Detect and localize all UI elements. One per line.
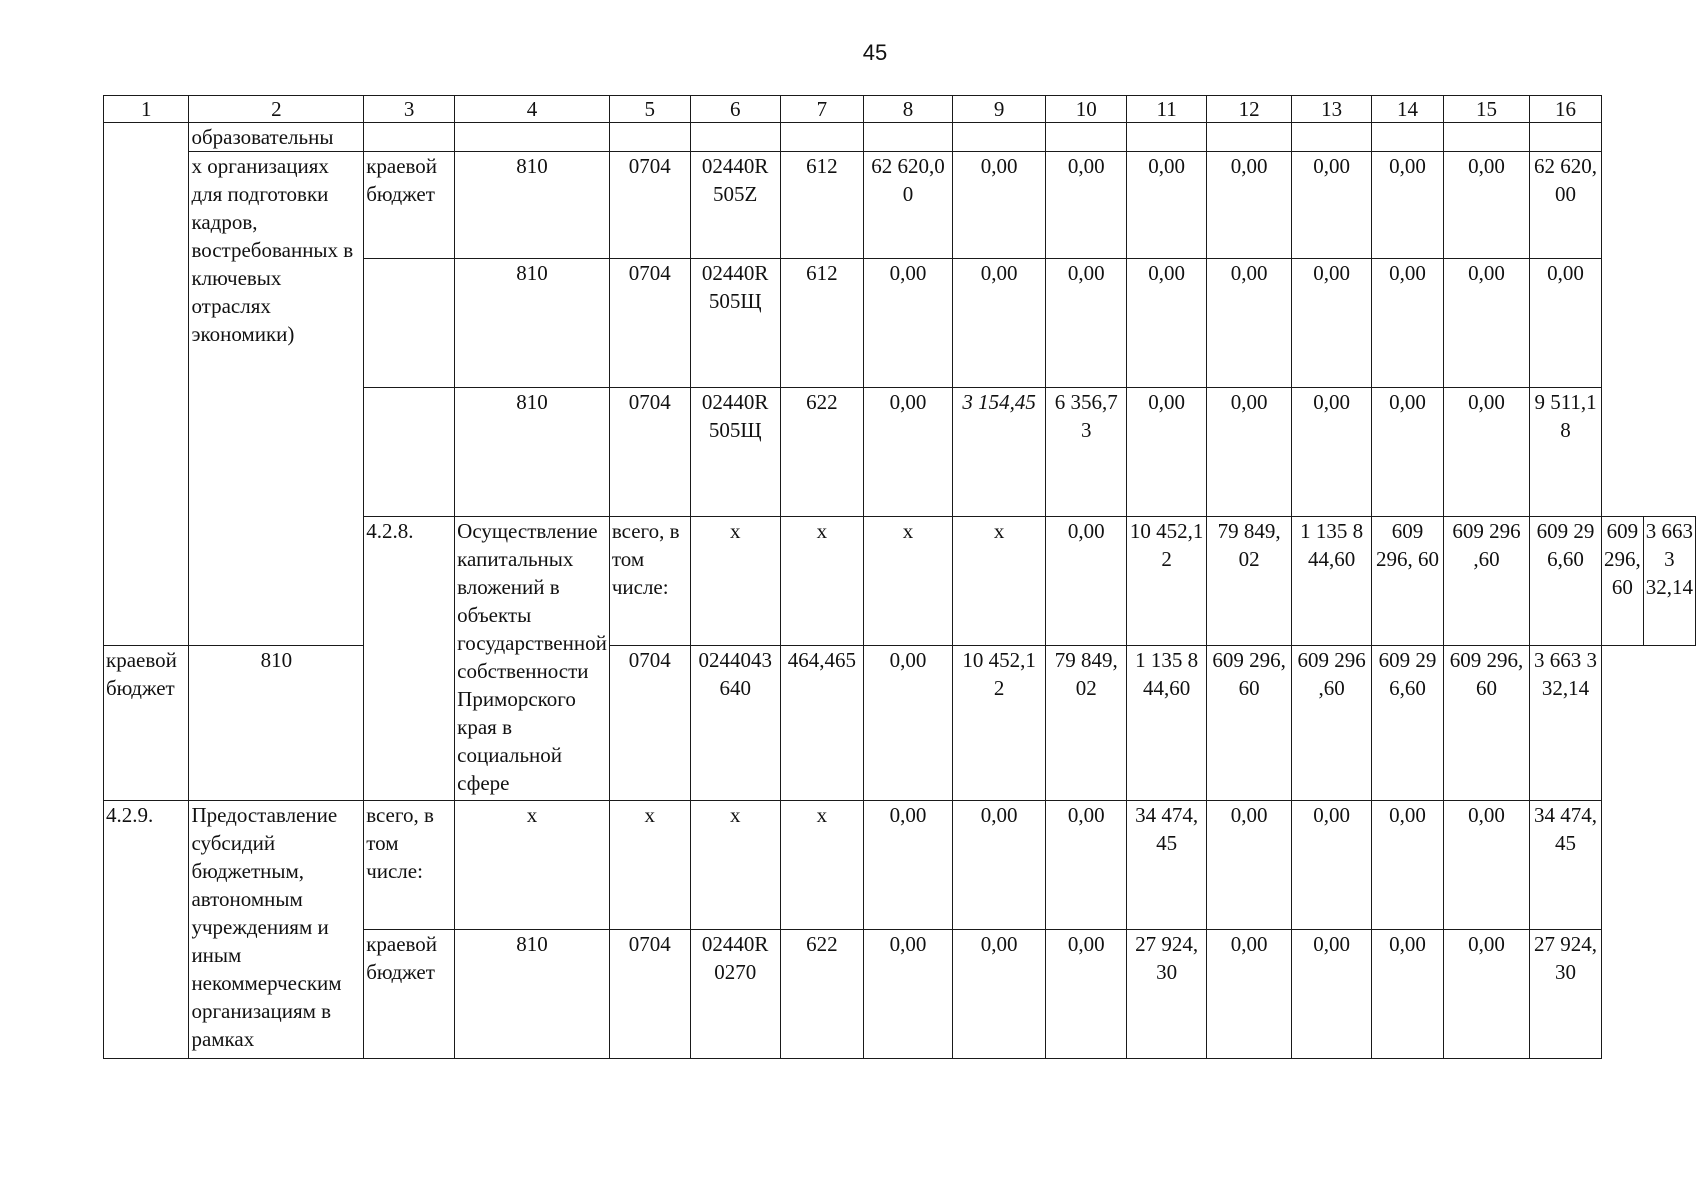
cell: 0704: [609, 259, 690, 388]
source-cell: краевой бюджет: [364, 152, 455, 259]
table-row: [104, 123, 1696, 152]
cell: 0,00: [953, 152, 1046, 259]
cell: 0,00: [1372, 930, 1444, 1059]
cell: 02440R 505Щ: [690, 388, 780, 517]
cell: 0,00: [1127, 259, 1207, 388]
cell: 27 924, 30: [1530, 930, 1602, 1059]
cell: 62 620,0 0: [863, 152, 952, 259]
cell: х: [863, 517, 952, 646]
cell: 3 154,45: [953, 388, 1046, 517]
cell: 0,00: [863, 646, 952, 801]
item-name-cell: образовательны: [189, 123, 364, 152]
cell: 0,00: [1046, 517, 1127, 646]
cell: 10 452,1 2: [1127, 517, 1207, 646]
cell: 0,00: [863, 388, 952, 517]
cell: 0,00: [1046, 930, 1127, 1059]
table-row: [104, 646, 1696, 801]
col-header: 11: [1127, 96, 1207, 123]
cell: 0,00: [1206, 152, 1291, 259]
cell: 810: [455, 388, 610, 517]
cell: 609 296, 60: [1372, 517, 1444, 646]
cell: 609 29 6,60: [1530, 517, 1602, 646]
source-cell: всего, в том числе:: [364, 801, 455, 930]
cell: 9 511,1 8: [1530, 388, 1602, 517]
cell: 0,00: [1443, 259, 1529, 388]
cell: 0,00: [1206, 801, 1291, 930]
cell: х: [455, 801, 610, 930]
cell: 609 296 ,60: [1443, 517, 1529, 646]
col-header: 13: [1292, 96, 1372, 123]
cell: 0,00: [1292, 259, 1372, 388]
cell: 0,00: [863, 930, 952, 1059]
cell: 0,00: [1206, 930, 1291, 1059]
cell: 810: [189, 646, 364, 801]
cell: 0244043 640: [690, 646, 780, 801]
cell: х: [690, 801, 780, 930]
cell: 10 452,1 2: [953, 646, 1046, 801]
cell: 02440R 505Z: [690, 152, 780, 259]
cell: 02440R 505Щ: [690, 259, 780, 388]
cell: 0,00: [1206, 259, 1291, 388]
cell: 810: [455, 152, 610, 259]
cell: 0,00: [1372, 388, 1444, 517]
cell: 464,465: [780, 646, 863, 801]
item-name-cell: Предоставление субсидий бюджетным, автономным учреждениям и иным некоммерческим организациям в рамках: [189, 801, 364, 1059]
cell: 0,00: [1443, 801, 1529, 930]
cell: 0,00: [1530, 259, 1602, 388]
cell: 0,00: [1292, 388, 1372, 517]
cell: 0,00: [1046, 152, 1127, 259]
cell: 609 296, 60: [1602, 517, 1644, 646]
cell: х: [780, 801, 863, 930]
item-number-cell: 4.2.9.: [104, 801, 189, 1059]
cell: 810: [455, 259, 610, 388]
cell: 0,00: [863, 259, 952, 388]
budget-table: [103, 95, 1696, 1059]
cell: 0,00: [1372, 259, 1444, 388]
cell: 0,00: [1292, 152, 1372, 259]
cell: х: [780, 517, 863, 646]
cell: 0704: [609, 388, 690, 517]
cell: 0,00: [1046, 259, 1127, 388]
col-header: 8: [863, 96, 952, 123]
item-name-cell: Осуществление капитальных вложений в объекты государственной собственности Приморского края в социальной сфере: [455, 517, 610, 801]
cell: 612: [780, 152, 863, 259]
cell: 609 29 6,60: [1372, 646, 1444, 801]
cell: 622: [780, 388, 863, 517]
cell: 609 296, 60: [1443, 646, 1529, 801]
cell: 0,00: [1206, 388, 1291, 517]
source-cell: всего, в том числе:: [609, 517, 690, 646]
col-header: 3: [364, 96, 455, 123]
cell: 62 620, 00: [1530, 152, 1602, 259]
source-cell: [364, 388, 455, 517]
cell: 0,00: [1372, 152, 1444, 259]
item-number-cell: [104, 123, 189, 646]
cell: 34 474, 45: [1127, 801, 1207, 930]
cell: 27 924, 30: [1127, 930, 1207, 1059]
col-header: 9: [953, 96, 1046, 123]
cell: х: [690, 517, 780, 646]
cell: 0,00: [953, 930, 1046, 1059]
cell: 3 663 3 32,14: [1530, 646, 1602, 801]
cell: 622: [780, 930, 863, 1059]
col-header: 2: [189, 96, 364, 123]
col-header: 6: [690, 96, 780, 123]
cell: 02440R 0270: [690, 930, 780, 1059]
cell: 34 474, 45: [1530, 801, 1602, 930]
source-cell: [364, 259, 455, 388]
cell: 0,00: [1292, 930, 1372, 1059]
cell: 0,00: [953, 801, 1046, 930]
cell: 0,00: [863, 801, 952, 930]
cell: 0,00: [1443, 152, 1529, 259]
cell: 0,00: [1372, 801, 1444, 930]
cell: 0,00: [1127, 152, 1207, 259]
col-header: 5: [609, 96, 690, 123]
col-header: 15: [1443, 96, 1529, 123]
cell: х: [953, 517, 1046, 646]
col-header: 12: [1206, 96, 1291, 123]
cell: 612: [780, 259, 863, 388]
header-row: [104, 96, 1696, 123]
cell: 0,00: [1443, 388, 1529, 517]
cell: 0,00: [1292, 801, 1372, 930]
source-cell: краевой бюджет: [364, 930, 455, 1059]
cell: 1 135 8 44,60: [1127, 646, 1207, 801]
cell: 6 356,7 3: [1046, 388, 1127, 517]
cell: 0,00: [953, 259, 1046, 388]
cell: х: [609, 801, 690, 930]
cell: 0,00: [1046, 801, 1127, 930]
cell: 609 296, 60: [1206, 646, 1291, 801]
cell: 0,00: [1443, 930, 1529, 1059]
col-header: 16: [1530, 96, 1602, 123]
cell: 79 849, 02: [1046, 646, 1127, 801]
item-number-cell: 4.2.8.: [364, 517, 455, 801]
table-row: [104, 152, 1696, 259]
col-header: 7: [780, 96, 863, 123]
cell: 609 296 ,60: [1292, 646, 1372, 801]
cell: 810: [455, 930, 610, 1059]
cell: 3 663 3 32,14: [1643, 517, 1695, 646]
cell: 1 135 8 44,60: [1292, 517, 1372, 646]
col-header: 14: [1372, 96, 1444, 123]
cell: 79 849, 02: [1206, 517, 1291, 646]
col-header: 4: [455, 96, 610, 123]
cell: 0704: [609, 152, 690, 259]
item-name-cell: х организациях для подготовки кадров, востребованных в ключевых отраслях экономики): [189, 152, 364, 646]
col-header: 10: [1046, 96, 1127, 123]
col-header: 1: [104, 96, 189, 123]
table-row: [104, 801, 1696, 930]
source-cell: краевой бюджет: [104, 646, 189, 801]
cell: 0704: [609, 646, 690, 801]
page-number: 45: [862, 40, 888, 65]
cell: 0704: [609, 930, 690, 1059]
cell: 0,00: [1127, 388, 1207, 517]
